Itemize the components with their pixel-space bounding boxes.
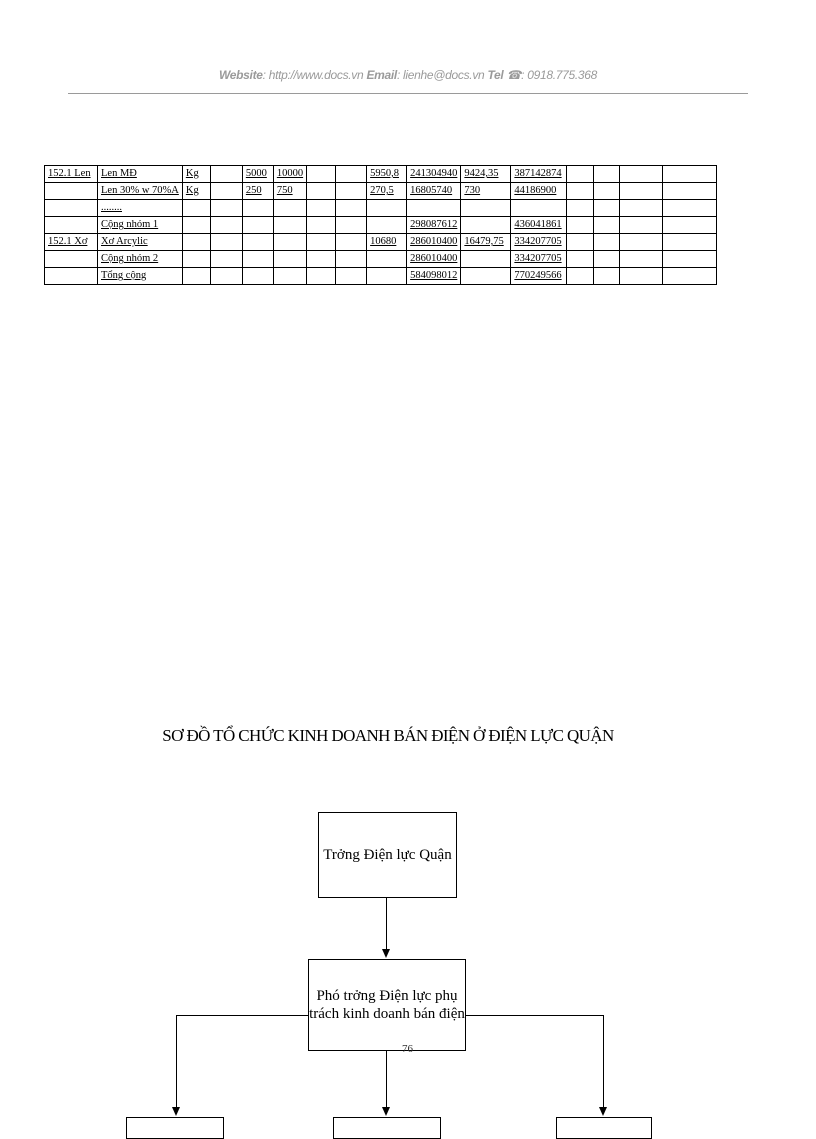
- table-cell: [182, 217, 210, 234]
- cell-text: Kg: [185, 185, 199, 196]
- table-cell: [511, 234, 567, 251]
- table-cell: [242, 200, 273, 217]
- table-cell: [461, 268, 511, 285]
- cell-text: 750: [276, 185, 293, 196]
- table-cell: [273, 234, 306, 251]
- connector-right-horizontal: [465, 1015, 603, 1016]
- table-cell: [336, 251, 367, 268]
- cell-text: 298087612: [410, 219, 458, 230]
- department-box-middle: [333, 1117, 441, 1139]
- cell-text: 270,5: [370, 185, 394, 196]
- table-cell: [620, 268, 663, 285]
- table-cell: [407, 217, 461, 234]
- table-cell: [567, 183, 594, 200]
- table-cell: [307, 183, 336, 200]
- table-cell: [663, 268, 717, 285]
- cell-text: 436041861: [514, 219, 562, 230]
- table-cell: [307, 166, 336, 183]
- email-label: Email: [366, 68, 397, 82]
- table-cell: [273, 268, 306, 285]
- cell-text: 5000: [245, 168, 267, 179]
- table-cell: [182, 166, 210, 183]
- page-header: [0, 68, 816, 82]
- table-cell: [210, 251, 242, 268]
- director-label: Trởng Điện lực Quận: [323, 847, 452, 863]
- table-cell: [210, 166, 242, 183]
- table-cell: [98, 166, 183, 183]
- table-cell: [182, 183, 210, 200]
- table-cell: [511, 183, 567, 200]
- arrow-down-icon: [599, 1107, 607, 1116]
- table-cell: [210, 200, 242, 217]
- table-cell: [45, 268, 98, 285]
- cell-text: Tổng cộng: [101, 270, 147, 281]
- table-cell: [461, 183, 511, 200]
- table-cell: [407, 234, 461, 251]
- cell-text: 5950,8: [370, 168, 399, 179]
- table-cell: [273, 183, 306, 200]
- connector-right-vertical: [603, 1015, 604, 1107]
- table-cell: [98, 217, 183, 234]
- table-cell: [336, 183, 367, 200]
- table-cell: [461, 251, 511, 268]
- diagram-title: SƠ ĐỒ TỔ CHỨC KINH DOANH BÁN ĐIỆN Ở ĐIỆN LỰC QUẬN: [162, 726, 614, 745]
- arrow-down-icon: [172, 1107, 180, 1116]
- material-table: [44, 165, 717, 285]
- table-cell: [511, 268, 567, 285]
- table-row: [45, 166, 717, 183]
- table-row: [45, 234, 717, 251]
- cell-text: 16479,75: [464, 236, 504, 247]
- cell-text: 250: [245, 185, 262, 196]
- cell-text: 241304940: [410, 168, 458, 179]
- table-cell: [567, 251, 594, 268]
- table-cell: [182, 251, 210, 268]
- table-cell: [98, 268, 183, 285]
- cell-text: 770249566: [514, 270, 562, 281]
- table-cell: [594, 251, 620, 268]
- table-cell: [620, 166, 663, 183]
- table-cell: [461, 200, 511, 217]
- department-box-right: [556, 1117, 652, 1139]
- director-box: [318, 812, 457, 898]
- cell-text: 16805740: [410, 185, 453, 196]
- cell-text: 10680: [370, 236, 397, 247]
- connector-left-horizontal: [176, 1015, 308, 1016]
- table-cell: [45, 183, 98, 200]
- table-cell: [567, 234, 594, 251]
- tel-label: Tel: [487, 68, 504, 82]
- table-cell: [210, 217, 242, 234]
- table-cell: [367, 166, 407, 183]
- cell-text: 44186900: [514, 185, 557, 196]
- phone-icon: ☎: [506, 68, 522, 82]
- table-cell: [367, 234, 407, 251]
- table-cell: [663, 217, 717, 234]
- website-value: : http://www.docs.vn: [262, 68, 364, 82]
- connector-left-vertical: [176, 1015, 177, 1107]
- cell-text: 334207705: [514, 253, 562, 264]
- cell-text: Xơ Arcylic: [101, 236, 148, 247]
- cell-text: Len 30% w 70%A: [101, 185, 179, 196]
- cell-text: Cộng nhóm 2: [101, 253, 159, 264]
- connector-top: [386, 897, 387, 949]
- table-cell: [511, 251, 567, 268]
- table-cell: [594, 268, 620, 285]
- table-cell: [594, 183, 620, 200]
- table-cell: [336, 268, 367, 285]
- table-cell: [407, 183, 461, 200]
- cell-text: 286010400: [410, 253, 458, 264]
- table-cell: [594, 200, 620, 217]
- table-cell: [620, 251, 663, 268]
- table-cell: [273, 251, 306, 268]
- table-row: [45, 217, 717, 234]
- table-cell: [407, 268, 461, 285]
- deputy-director-box: [308, 959, 466, 1051]
- table-cell: [273, 200, 306, 217]
- table-cell: [663, 166, 717, 183]
- cell-text: 10000: [276, 168, 304, 179]
- table-cell: [45, 166, 98, 183]
- table-body: [45, 166, 717, 285]
- table-cell: [663, 183, 717, 200]
- table-cell: [367, 251, 407, 268]
- table-cell: [45, 234, 98, 251]
- table-cell: [567, 166, 594, 183]
- table-cell: [210, 183, 242, 200]
- table-row: [45, 183, 717, 200]
- table-cell: [461, 217, 511, 234]
- cell-text: Len MĐ: [101, 168, 137, 179]
- table-cell: [594, 166, 620, 183]
- table-cell: [594, 217, 620, 234]
- table-cell: [620, 200, 663, 217]
- deputy-label-line1: Phó trởng Điện lực phụ: [316, 988, 458, 1004]
- deputy-label-line2: trách kinh doanh bán điện: [309, 1006, 465, 1022]
- page-number: 76: [402, 1043, 413, 1055]
- table-cell: [511, 217, 567, 234]
- table-cell: [663, 251, 717, 268]
- header-divider: [68, 93, 748, 94]
- table-cell: [182, 200, 210, 217]
- cell-text: ........: [101, 202, 122, 213]
- table-cell: [336, 234, 367, 251]
- table-cell: [336, 166, 367, 183]
- table-cell: [45, 251, 98, 268]
- table-cell: [210, 234, 242, 251]
- table-cell: [242, 183, 273, 200]
- table-cell: [242, 268, 273, 285]
- cell-text: 387142874: [514, 168, 562, 179]
- arrow-down-icon: [382, 1107, 390, 1116]
- table-cell: [407, 251, 461, 268]
- table-cell: [407, 200, 461, 217]
- table-cell: [98, 200, 183, 217]
- table-cell: [620, 183, 663, 200]
- website-label: Website: [218, 68, 263, 82]
- table-cell: [567, 217, 594, 234]
- cell-text: 152.1 Len: [48, 168, 91, 179]
- table-cell: [307, 217, 336, 234]
- table-cell: [663, 234, 717, 251]
- table-cell: [273, 217, 306, 234]
- table-cell: [307, 200, 336, 217]
- table-cell: [98, 234, 183, 251]
- table-cell: [98, 183, 183, 200]
- table-cell: [461, 234, 511, 251]
- table-cell: [511, 200, 567, 217]
- table-cell: [210, 268, 242, 285]
- table-cell: [511, 166, 567, 183]
- table-cell: [98, 251, 183, 268]
- cell-text: 286010400: [410, 236, 458, 247]
- table-cell: [242, 251, 273, 268]
- table-cell: [367, 200, 407, 217]
- table-cell: [567, 268, 594, 285]
- tel-value: : 0918.775.368: [521, 68, 598, 82]
- cell-text: 334207705: [514, 236, 562, 247]
- arrow-down-icon: [382, 949, 390, 958]
- table-cell: [620, 217, 663, 234]
- table-cell: [663, 200, 717, 217]
- cell-text: 152.1 Xơ: [48, 236, 88, 247]
- table-cell: [182, 234, 210, 251]
- table-cell: [242, 234, 273, 251]
- cell-text: 730: [464, 185, 481, 196]
- table-cell: [182, 268, 210, 285]
- table-cell: [567, 200, 594, 217]
- table-cell: [594, 234, 620, 251]
- table-cell: [461, 166, 511, 183]
- table-cell: [407, 166, 461, 183]
- table-cell: [307, 251, 336, 268]
- table-cell: [367, 183, 407, 200]
- table-cell: [242, 166, 273, 183]
- table-cell: [336, 217, 367, 234]
- table-row: [45, 251, 717, 268]
- table-row: [45, 268, 717, 285]
- cell-text: Cộng nhóm 1: [101, 219, 159, 230]
- table-cell: [367, 217, 407, 234]
- cell-text: 584098012: [410, 270, 458, 281]
- table-row: [45, 200, 717, 217]
- table-cell: [620, 234, 663, 251]
- department-box-left: [126, 1117, 224, 1139]
- table-cell: [242, 217, 273, 234]
- table-cell: [307, 234, 336, 251]
- table-cell: [336, 200, 367, 217]
- table-cell: [367, 268, 407, 285]
- table-cell: [307, 268, 336, 285]
- connector-middle-vertical: [386, 1050, 387, 1107]
- cell-text: Kg: [185, 168, 199, 179]
- table-cell: [45, 200, 98, 217]
- email-value: : lienhe@docs.vn: [396, 68, 485, 82]
- cell-text: 9424,35: [464, 168, 499, 179]
- table-cell: [273, 166, 306, 183]
- table-cell: [45, 217, 98, 234]
